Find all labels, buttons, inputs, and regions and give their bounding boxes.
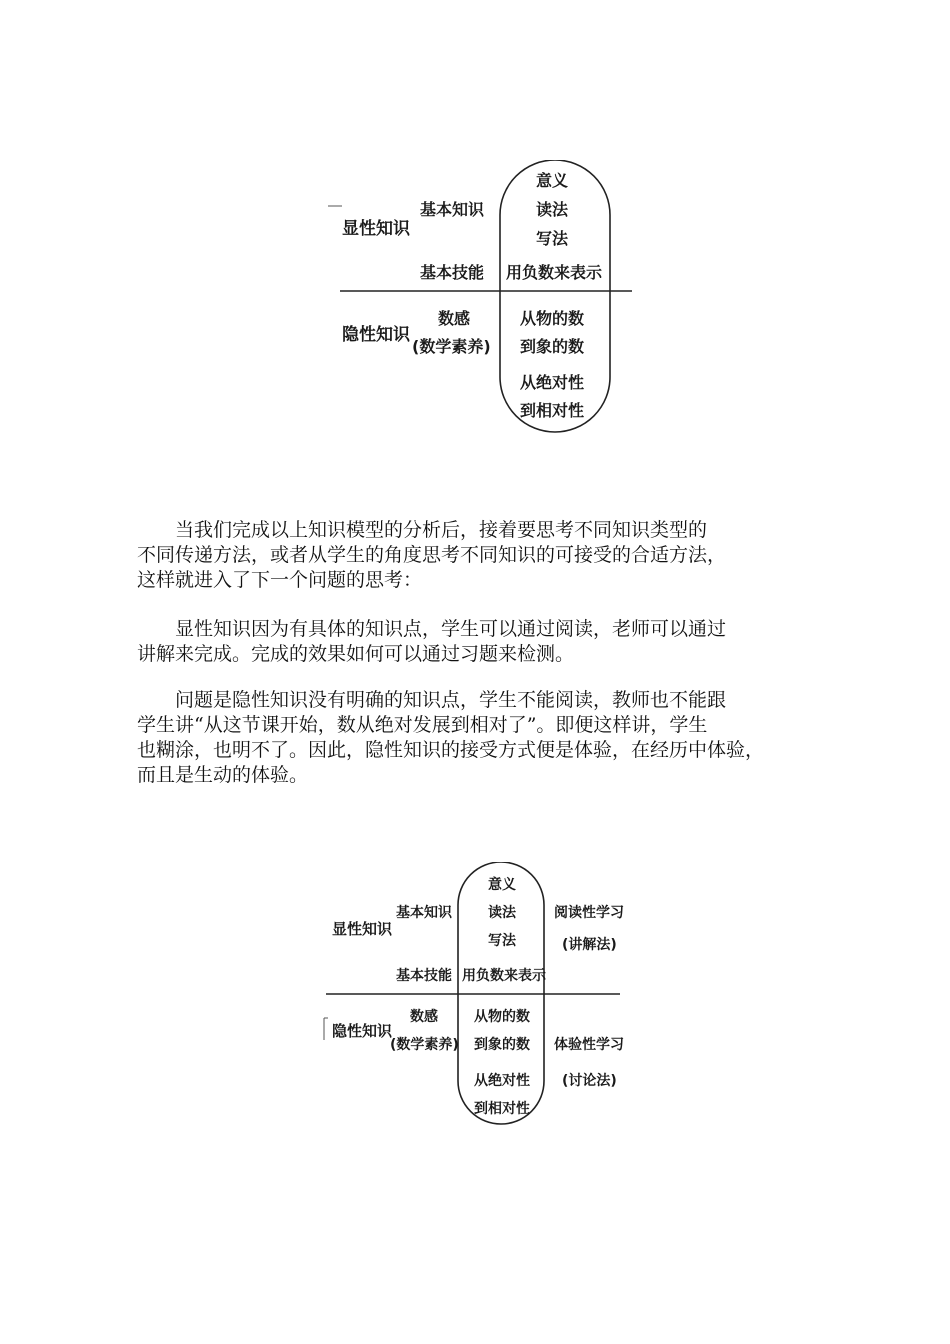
paragraph-line: 讲解来完成。完成的效果如何可以通过习题来检测。 <box>137 643 575 665</box>
oval-item: 意义 <box>536 171 569 190</box>
oval-item: 从物的数 <box>520 309 585 328</box>
oval-item: 写法 <box>488 933 516 949</box>
paragraph-2 <box>137 617 827 667</box>
math-literacy-label: (数学素养) <box>390 1037 459 1053</box>
oval-item: 从物的数 <box>474 1009 530 1025</box>
paragraph-3 <box>137 688 827 788</box>
oval-item: 用负数来表示 <box>506 263 603 282</box>
oval-item: 到象的数 <box>474 1037 530 1053</box>
discussion-method-label: (讨论法) <box>562 1073 617 1089</box>
basic-knowledge-label: 基本知识 <box>420 200 485 219</box>
paragraph-1 <box>137 518 827 593</box>
paragraph-line: 显性知识因为有具体的知识点，学生可以通过阅读，老师可以通过 <box>175 618 727 640</box>
paragraph-line: 当我们完成以上知识模型的分析后，接着要思考不同知识类型的 <box>175 519 708 541</box>
paragraph-line: 问题是隐性知识没有明确的知识点，学生不能阅读，教师也不能跟 <box>175 689 727 711</box>
oval-item: 到相对性 <box>474 1101 530 1117</box>
explicit-knowledge-label: 显性知识 <box>342 219 410 239</box>
knowledge-model-diagram-1 <box>320 160 640 435</box>
implicit-knowledge-label: 隐性知识 <box>332 1022 393 1040</box>
oval-item: 读法 <box>536 200 569 219</box>
lecture-method-label: (讲解法) <box>562 937 617 953</box>
oval-item: 意义 <box>488 877 516 893</box>
explicit-knowledge-label: 显性知识 <box>332 920 393 938</box>
oval-item: 写法 <box>536 229 569 248</box>
oval-item: 从绝对性 <box>520 373 585 392</box>
basic-skill-label: 基本技能 <box>396 968 452 984</box>
math-literacy-label: (数学素养) <box>412 337 491 356</box>
basic-knowledge-label: 基本知识 <box>396 905 452 921</box>
oval-item: 读法 <box>488 905 516 921</box>
paragraph-line: 而且是生动的体验。 <box>137 764 309 786</box>
knowledge-model-diagram-2 <box>318 862 628 1127</box>
paragraph-line: 也糊涂，也明不了。因此，隐性知识的接受方式便是体验，在经历中体验， <box>137 739 765 761</box>
number-sense-label: 数感 <box>438 309 471 328</box>
number-sense-label: 数感 <box>410 1009 438 1025</box>
paragraph-line: 这样就进入了下一个问题的思考： <box>137 569 423 591</box>
oval-item: 到象的数 <box>520 337 585 356</box>
paragraph-line: 学生讲“从这节课开始，数从绝对发展到相对了”。即便这样讲，学生 <box>137 714 708 736</box>
oval-item: 到相对性 <box>520 401 585 420</box>
oval-item: 从绝对性 <box>474 1073 530 1089</box>
oval-item: 用负数来表示 <box>462 968 546 984</box>
experiential-learning-label: 体验性学习 <box>554 1037 624 1053</box>
implicit-knowledge-label: 隐性知识 <box>342 325 410 345</box>
reading-learning-label: 阅读性学习 <box>554 905 624 921</box>
paragraph-line: 不同传递方法，或者从学生的角度思考不同知识的可接受的合适方法， <box>137 544 727 566</box>
basic-skill-label: 基本技能 <box>420 263 485 282</box>
